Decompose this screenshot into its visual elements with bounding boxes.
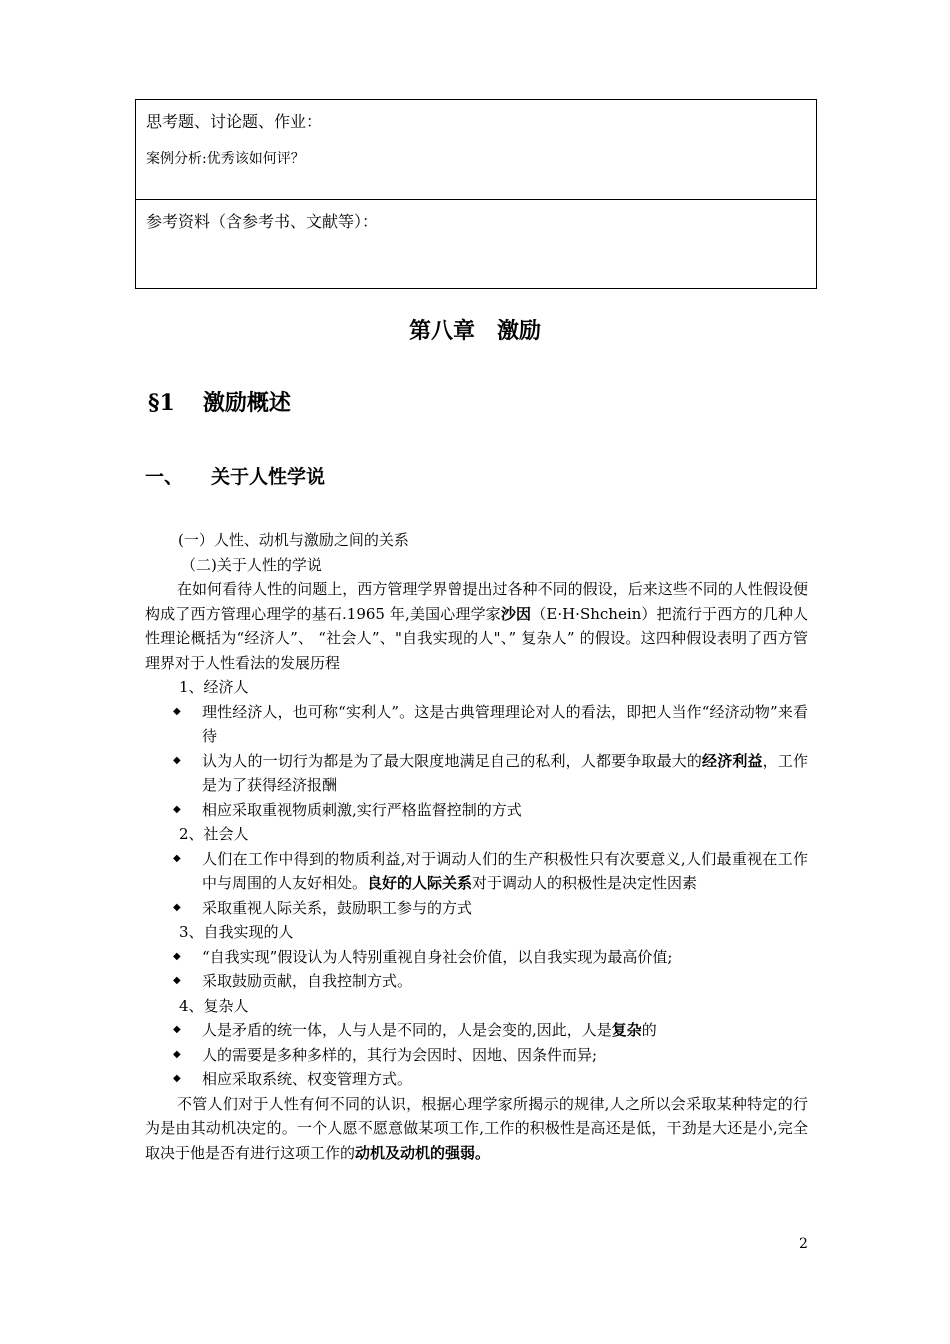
list-item bbox=[145, 700, 808, 749]
list-item bbox=[145, 847, 808, 896]
social-title: 2、社会人 bbox=[179, 825, 249, 843]
complex-bullet-1c: 的 bbox=[641, 1021, 657, 1039]
subsection-heading bbox=[145, 462, 325, 489]
section-heading bbox=[148, 386, 291, 417]
econ-bullet-2c: ，工作是为了获得经济报酬 bbox=[202, 751, 808, 794]
bullet-icon: ◆ bbox=[173, 803, 181, 815]
complex-bullet-3: 相应采取系统、权变管理方式。 bbox=[202, 1070, 413, 1088]
self-bullet-1: “自我实现”假设认为人特别重视自身社会价值，以自我实现为最高价值; bbox=[202, 947, 673, 966]
bullet-icon: ◆ bbox=[173, 950, 181, 962]
chapter-title: 第八章 激励 bbox=[408, 319, 541, 344]
econ-bullet-3: 相应采取重视物质刺激,实行严格监督控制的方式 bbox=[202, 800, 522, 819]
list-item bbox=[145, 969, 808, 994]
bullet-icon: ◆ bbox=[173, 1073, 181, 1084]
sub-heading-2: （二)关于人性的学说 bbox=[181, 555, 322, 574]
sub-heading-1: (一）人性、动机与激励之间的关系 bbox=[178, 531, 409, 549]
assignment-label: 思考题、讨论题、作业： bbox=[146, 112, 323, 131]
complex-bullet-1-bold: 复杂 bbox=[611, 1021, 642, 1039]
self-bullet-2: 采取鼓励贡献，自我控制方式。 bbox=[202, 972, 413, 990]
social-bullet-1-bold: 良好的人际关系 bbox=[367, 874, 473, 892]
bullet-icon: ◆ bbox=[173, 1024, 181, 1035]
body-text bbox=[145, 528, 808, 1165]
section-number: §1 bbox=[148, 390, 175, 416]
closing-paragraph bbox=[145, 1092, 808, 1166]
social-bullet-1a: 人们在工作中得到的物质利益,对于调动人们的生产积极性只有次要意义,人们最重视在工作中与周围的人友好相处。 bbox=[202, 849, 808, 892]
list-item bbox=[145, 1018, 808, 1043]
bullet-icon: ◆ bbox=[173, 901, 181, 913]
subsection-title: 关于人性学说 bbox=[211, 466, 326, 488]
assignment-box bbox=[135, 99, 817, 289]
page-number: 2 bbox=[799, 1236, 808, 1252]
section-title: 激励概述 bbox=[202, 391, 291, 416]
assignment-row bbox=[136, 100, 816, 200]
references-row bbox=[136, 200, 816, 290]
self-title: 3、自我实现的人 bbox=[179, 923, 294, 941]
econ-bullet-2-bold: 经济利益 bbox=[702, 751, 763, 770]
bullet-icon: ◆ bbox=[173, 852, 181, 864]
list-item bbox=[145, 798, 808, 823]
complex-bullet-1a: 人是矛盾的统一体，人与人是不同的，人是会变的,因此，人是 bbox=[202, 1021, 612, 1039]
case-analysis-text: 案例分析:优秀该如何评？ bbox=[146, 151, 305, 167]
bullet-icon: ◆ bbox=[173, 975, 181, 986]
bullet-icon: ◆ bbox=[173, 705, 181, 717]
list-item bbox=[145, 749, 808, 798]
intro-paragraph bbox=[145, 577, 808, 675]
econ-bullet-1: 理性经济人，也可称“实利人”。这是古典管理理论对人的看法，即把人当作“经济动物”来看待 bbox=[202, 702, 808, 745]
list-item bbox=[145, 1043, 808, 1068]
subsection-number: 一、 bbox=[145, 466, 184, 488]
social-bullet-2: 采取重视人际关系，鼓励职工参与的方式 bbox=[202, 898, 473, 917]
social-bullet-1c: 对于调动人的积极性是决定性因素 bbox=[472, 874, 698, 892]
econ-bullet-2a: 认为人的一切行为都是为了最大限度地满足自己的私利，人都要争取最大的 bbox=[202, 751, 703, 770]
intro-bold-name: 沙因 bbox=[500, 604, 532, 623]
references-label: 参考资料（含参考书、文献等）： bbox=[146, 212, 379, 231]
list-item bbox=[145, 896, 808, 921]
intro-text-c: （E·H·Shchein）把流行于西方的几种人性理论概括为“经济人”、 “社会人”、"自我实现的人"、” 复杂人” 的假设。这四种假设表明了西方管理界对于人性看法的发展历程 bbox=[145, 604, 808, 672]
list-item bbox=[145, 945, 808, 970]
list-item bbox=[145, 1067, 808, 1092]
bullet-icon: ◆ bbox=[173, 754, 181, 766]
intro-text-a: 在如何看待人性的问题上，西方管理学界曾提出过各种不同的假设，后来这些不同的人性假设便构成了西方管理心理学的基石.1965 年,美国心理学家 bbox=[145, 580, 808, 623]
bullet-icon: ◆ bbox=[173, 1048, 181, 1060]
complex-bullet-2: 人的需要是多种多样的，其行为会因时、因地、因条件而异; bbox=[202, 1045, 598, 1064]
closing-bold: 动机及动机的强弱。 bbox=[355, 1143, 491, 1162]
complex-title: 4、复杂人 bbox=[179, 996, 249, 1015]
closing-text-a: 不管人们对于人性有何不同的认识，根据心理学家所揭示的规律,人之所以会采取某种特定的行为是由其动机决定的。一个人愿不愿意做某项工作,工作的积极性是高还是低，干劲是大还是小,完全取决于他是否有进行这项工作的 bbox=[145, 1094, 808, 1162]
econ-title: 1、经济人 bbox=[179, 678, 249, 696]
